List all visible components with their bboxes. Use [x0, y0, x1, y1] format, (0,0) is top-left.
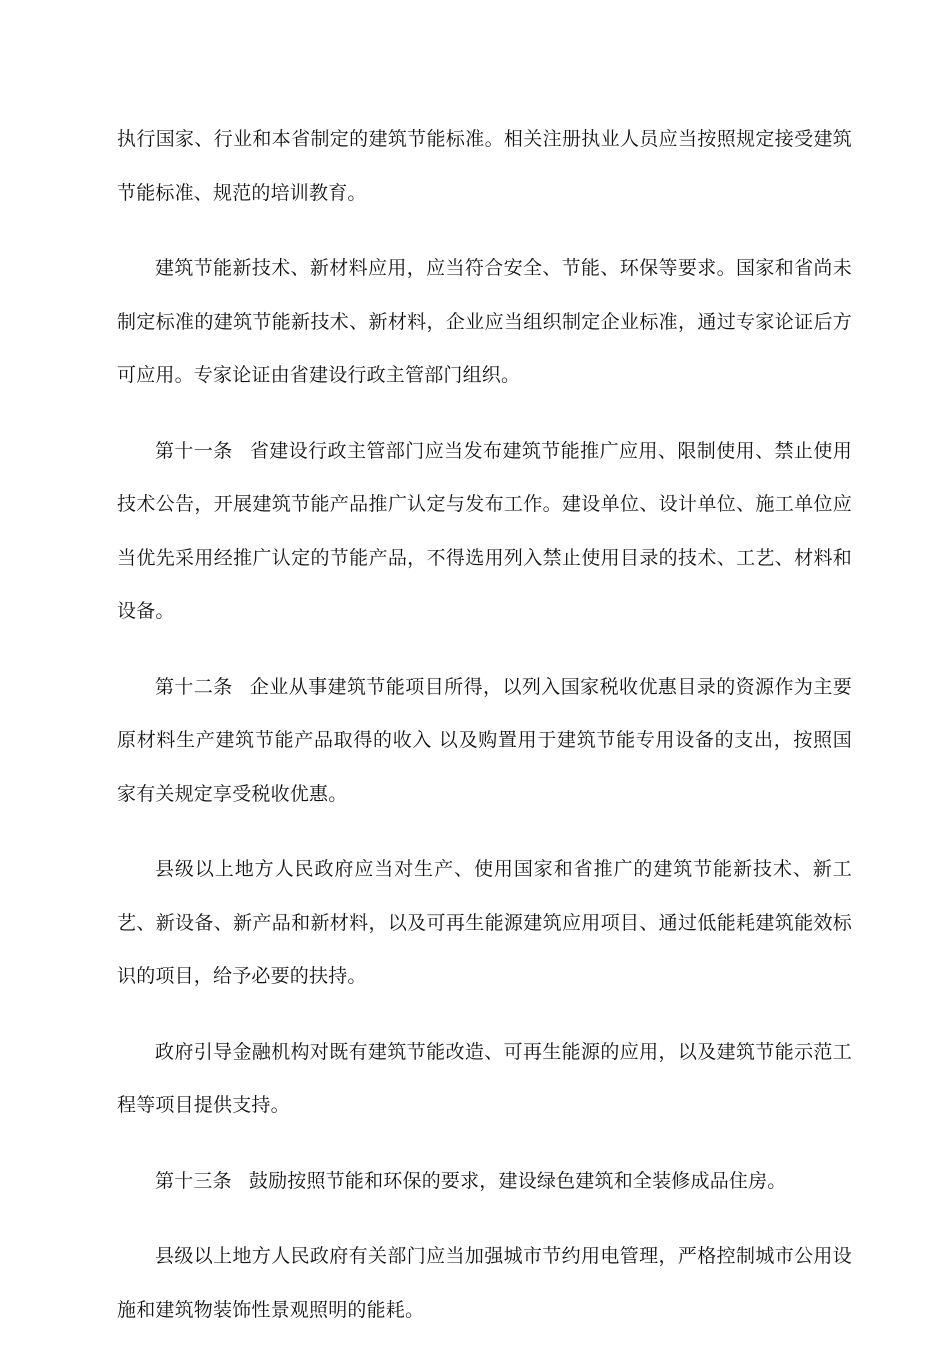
paragraph-text: 县级以上地方人民政府有关部门应当加强城市节约用电管理，严格控制城市公用设施和建筑物装饰性景观照明的能耗。 — [117, 1245, 852, 1321]
article-11 — [117, 425, 852, 639]
paragraph-text: 执行国家、行业和本省制定的建筑节能标准。相关注册执业人员应当按照规定接受建筑节能标准、规范的培训教育。 — [117, 128, 852, 204]
article-12 — [117, 661, 852, 822]
article-label: 第十三条 — [155, 1169, 232, 1192]
paragraph-text: 省建设行政主管部门应当发布建筑节能推广应用、限制使用、禁止使用技术公告，开展建筑节能产品推广认定与发布工作。建设单位、设计单位、施工单位应当优先采用经推广认定的节能产品，不得选用列入禁止使用目录的技术、工艺、材料和设备。 — [117, 439, 852, 622]
paragraph-1 — [117, 113, 852, 220]
article-13 — [117, 1155, 852, 1209]
paragraph-text: 建筑节能新技术、新材料应用，应当符合安全、节能、环保等要求。国家和省尚未制定标准的建筑节能新技术、新材料，企业应当组织制定企业标准，通过专家论证后方可应用。专家论证由省建设行政主管部门组织。 — [117, 257, 852, 386]
paragraph-text: 政府引导金融机构对既有建筑节能改造、可再生能源的应用，以及建筑节能示范工程等项目提供支持。 — [117, 1040, 852, 1116]
paragraph-text: 县级以上地方人民政府应当对生产、使用国家和省推广的建筑节能新技术、新工艺、新设备、新产品和新材料，以及可再生能源建筑应用项目、通过低能耗建筑能效标识的项目，给予必要的扶持。 — [117, 858, 852, 987]
document-page — [117, 113, 852, 1359]
paragraph-text: 鼓励按照节能和环保的要求，建设绿色建筑和全装修成品住房。 — [248, 1169, 787, 1192]
paragraph-6 — [117, 1026, 852, 1133]
article-label: 第十一条 — [155, 439, 233, 462]
paragraph-8 — [117, 1230, 852, 1337]
paragraph-text: 企业从事建筑节能项目所得，以列入国家税收优惠目录的资源作为主要原材料生产建筑节能产品取得的收入 以及购置用于建筑节能专用设备的支出，按照国家有关规定享受税收优惠。 — [117, 675, 852, 805]
paragraph-5 — [117, 843, 852, 1004]
article-label: 第十二条 — [155, 675, 233, 698]
paragraph-2 — [117, 242, 852, 403]
